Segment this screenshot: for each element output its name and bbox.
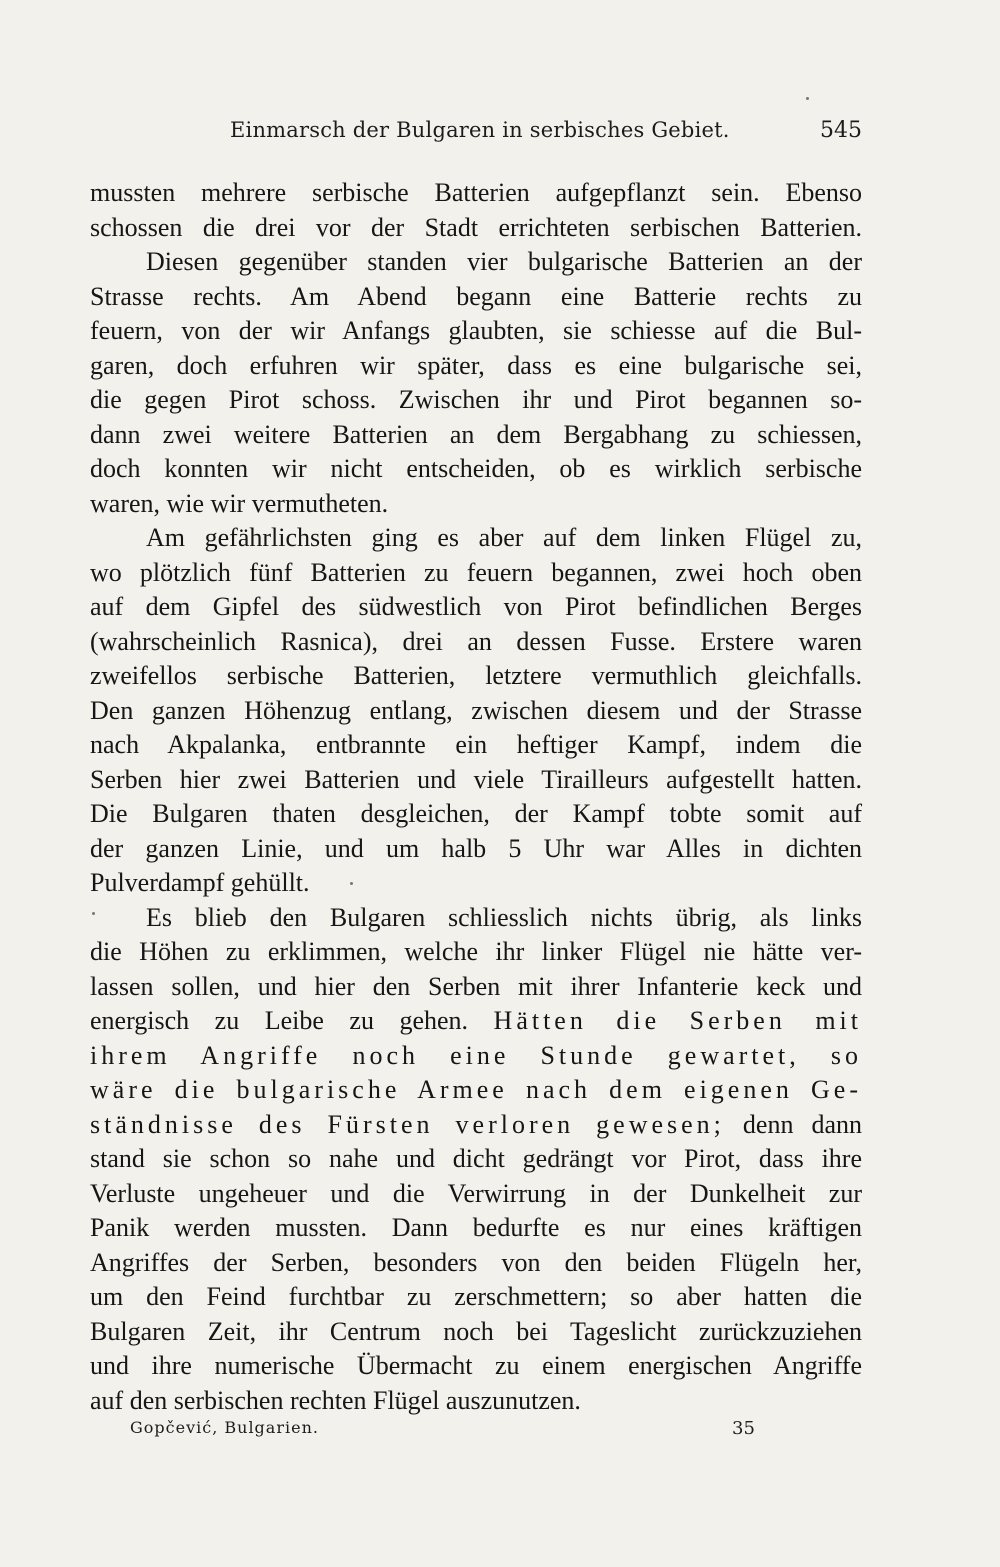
text-line-mixed	[90, 1108, 862, 1143]
text-line: Panik werden mussten. Dann bedurfte es nur eines kräftigen	[90, 1213, 862, 1242]
spaced-text-line: wäre die bulgarische Armee nach dem eigenen Ge-	[90, 1075, 862, 1104]
text-line: Angriffes der Serben, besonders von den beiden Flügeln her,	[90, 1247, 862, 1277]
text-line: Verluste ungeheuer und die Verwirrung in der Dunkelheit zur	[90, 1178, 862, 1208]
text-line: stand sie schon so nahe und dicht gedrängt vor Pirot, dass ihre	[90, 1144, 862, 1173]
text-line: die gegen Pirot schoss. Zwischen ihr und Pirot begannen so-	[90, 385, 862, 414]
text-line: Bulgaren Zeit, ihr Centrum noch bei Tageslicht zurückzuziehen	[90, 1316, 862, 1346]
text-line-mixed	[90, 1004, 862, 1039]
text-run: denn dann	[724, 1109, 862, 1139]
text-line-paragraph-start: Es blieb den Bulgaren schliesslich nichts übrig, als links	[146, 902, 862, 932]
sheet-number: 35	[732, 1418, 755, 1439]
text-line: wo plötzlich fünf Batterien zu feuern begannen, zwei hoch oben	[90, 557, 862, 587]
spaced-text-run: ständnisse des Fürsten verloren gewesen;	[90, 1109, 725, 1139]
text-line: (wahrscheinlich Rasnica), drei an dessen Fusse. Erstere waren	[90, 626, 862, 656]
paper-speck	[806, 97, 809, 100]
text-line-paragraph-end: waren, wie wir vermutheten.	[90, 488, 389, 518]
text-run: energisch zu Leibe zu gehen.	[90, 1006, 494, 1035]
text-line: doch konnten wir nicht entscheiden, ob es wirklich serbische	[90, 454, 862, 483]
text-line: mussten mehrere serbische Batterien aufgepflanzt sein. Ebenso	[90, 178, 862, 207]
signature-mark: Gopčević, Bulgarien.	[130, 1418, 319, 1437]
paper-speck	[92, 912, 95, 915]
text-line-paragraph-start: Diesen gegenüber standen vier bulgarische Batterien an der	[146, 247, 862, 276]
body-text	[90, 176, 862, 1418]
text-line-paragraph-end: auf den serbischen rechten Flügel auszunutzen.	[90, 1385, 581, 1415]
text-line: auf dem Gipfel des südwestlich von Pirot befindlichen Berges	[90, 592, 862, 621]
text-line: und ihre numerische Übermacht zu einem energischen Angriffe	[90, 1351, 862, 1380]
page-number: 545	[820, 118, 862, 143]
running-title: Einmarsch der Bulgaren in serbisches Gebiet.	[230, 118, 730, 142]
text-line-paragraph-end: Pulverdampf gehüllt.	[90, 868, 310, 897]
text-line: zweifellos serbische Batterien, letztere vermuthlich gleichfalls.	[90, 661, 862, 690]
text-line: lassen sollen, und hier den Serben mit ihrer Infanterie keck und	[90, 971, 862, 1001]
text-line: Strasse rechts. Am Abend begann eine Batterie rechts zu	[90, 281, 862, 311]
text-line: um den Feind furchtbar zu zerschmettern; so aber hatten die	[90, 1282, 862, 1311]
spaced-text-line: ihrem Angriffe noch eine Stunde gewartet, so	[90, 1040, 862, 1070]
paper-speck	[350, 882, 353, 885]
text-line: nach Akpalanka, entbrannte ein heftiger Kampf, indem die	[90, 730, 862, 759]
text-line: schossen die drei vor der Stadt errichteten serbischen Batterien.	[90, 212, 862, 242]
spaced-text-run: Hätten die Serben mit	[493, 1006, 863, 1035]
text-line: feuern, von der wir Anfangs glaubten, sie schiesse auf die Bul-	[90, 316, 862, 345]
text-line-paragraph-start: Am gefährlichsten ging es aber auf dem linken Flügel zu,	[146, 523, 862, 552]
text-line: dann zwei weitere Batterien an dem Bergabhang zu schiessen,	[90, 419, 862, 449]
text-line: Die Bulgaren thaten desgleichen, der Kampf tobte somit auf	[90, 799, 862, 828]
text-line: Serben hier zwei Batterien und viele Tirailleurs aufgestellt hatten.	[90, 764, 862, 794]
text-line: die Höhen zu erklimmen, welche ihr linker Flügel nie hätte ver-	[90, 937, 862, 966]
text-line: der ganzen Linie, und um halb 5 Uhr war Alles in dichten	[90, 833, 862, 863]
text-line: garen, doch erfuhren wir später, dass es eine bulgarische sei,	[90, 350, 862, 380]
text-line: Den ganzen Höhenzug entlang, zwischen diesem und der Strasse	[90, 695, 862, 725]
running-head	[90, 118, 862, 154]
